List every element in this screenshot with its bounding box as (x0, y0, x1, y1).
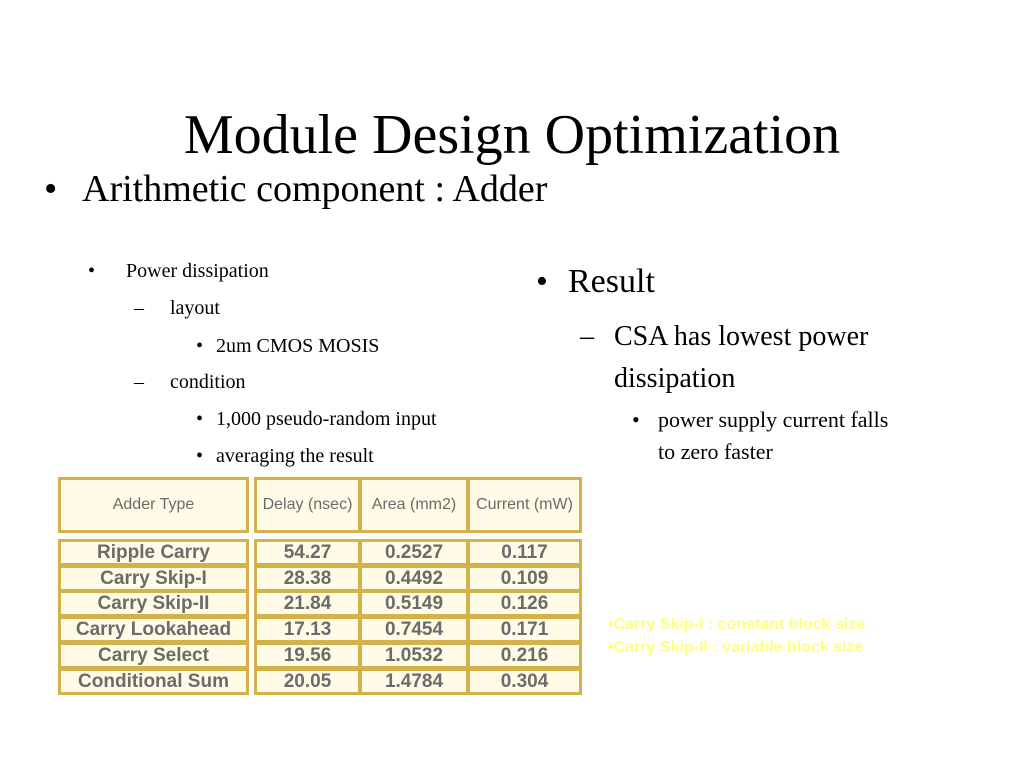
cell-type: Carry Lookahead (58, 616, 249, 643)
list-text-averaging: averaging the result (216, 445, 374, 467)
list-item-averaging (196, 443, 374, 469)
list-item-layout (134, 295, 220, 321)
cell-area: 1.4784 (359, 668, 469, 695)
cell-area: 0.2527 (359, 539, 469, 566)
subtitle-bullet: • (44, 168, 58, 210)
cell-current: 0.216 (467, 642, 582, 669)
bullet-dot: • (196, 335, 204, 357)
list-text-csa: CSA has lowest power dissipation (614, 321, 869, 394)
header-current: Current (mW) (467, 477, 582, 533)
slide-title: Module Design Optimization (183, 104, 841, 166)
bullet-dot: • (536, 263, 548, 300)
cell-area: 0.5149 (359, 590, 469, 617)
cell-type: Carry Select (58, 642, 249, 669)
list-item-condition (134, 369, 246, 395)
bullet-dash: – (580, 321, 594, 352)
list-item-power (88, 258, 269, 284)
footnote-skip-i: •Carry Skip-I : constant block size (608, 616, 866, 633)
cell-delay: 20.05 (254, 668, 361, 695)
bullet-dash: – (134, 371, 144, 393)
cell-current: 0.304 (467, 668, 582, 695)
list-item-supply (632, 404, 892, 468)
bullet-dot: • (88, 260, 96, 282)
list-text-cmos: 2um CMOS MOSIS (216, 335, 380, 357)
footnotes (608, 613, 865, 659)
bullet-dot: • (196, 445, 204, 467)
footnote-skip-ii: •Carry Skip-II : variable block size (608, 639, 864, 656)
cell-delay: 21.84 (254, 590, 361, 617)
cell-delay: 54.27 (254, 539, 361, 566)
subtitle-bullet-item (44, 166, 547, 212)
cell-type: Ripple Carry (58, 539, 249, 566)
header-delay: Delay (nsec) (254, 477, 361, 533)
cell-area: 0.4492 (359, 565, 469, 592)
bullet-dot: • (632, 407, 640, 432)
cell-current: 0.117 (467, 539, 582, 566)
cell-delay: 28.38 (254, 565, 361, 592)
cell-current: 0.109 (467, 565, 582, 592)
list-text-supply: power supply current falls to zero faster (658, 407, 889, 464)
cell-type: Carry Skip-I (58, 565, 249, 592)
list-text-random: 1,000 pseudo-random input (216, 408, 437, 430)
cell-delay: 17.13 (254, 616, 361, 643)
bullet-dot: • (196, 408, 204, 430)
header-adder-type: Adder Type (58, 477, 249, 533)
list-item-csa (580, 316, 940, 400)
cell-type: Carry Skip-II (58, 590, 249, 617)
cell-delay: 19.56 (254, 642, 361, 669)
cell-current: 0.171 (467, 616, 582, 643)
header-area: Area (mm2) (359, 477, 469, 533)
list-text-layout: layout (170, 297, 220, 319)
list-item-random (196, 406, 437, 432)
cell-type: Conditional Sum (58, 668, 249, 695)
cell-area: 1.0532 (359, 642, 469, 669)
cell-area: 0.7454 (359, 616, 469, 643)
list-text-condition: condition (170, 371, 246, 393)
list-text-result: Result (568, 263, 655, 300)
list-text-power: Power dissipation (126, 260, 269, 282)
cell-current: 0.126 (467, 590, 582, 617)
list-item-result (536, 262, 655, 302)
bullet-dash: – (134, 297, 144, 319)
list-item-cmos (196, 333, 379, 359)
subtitle-text: Arithmetic component : Adder (82, 168, 548, 210)
